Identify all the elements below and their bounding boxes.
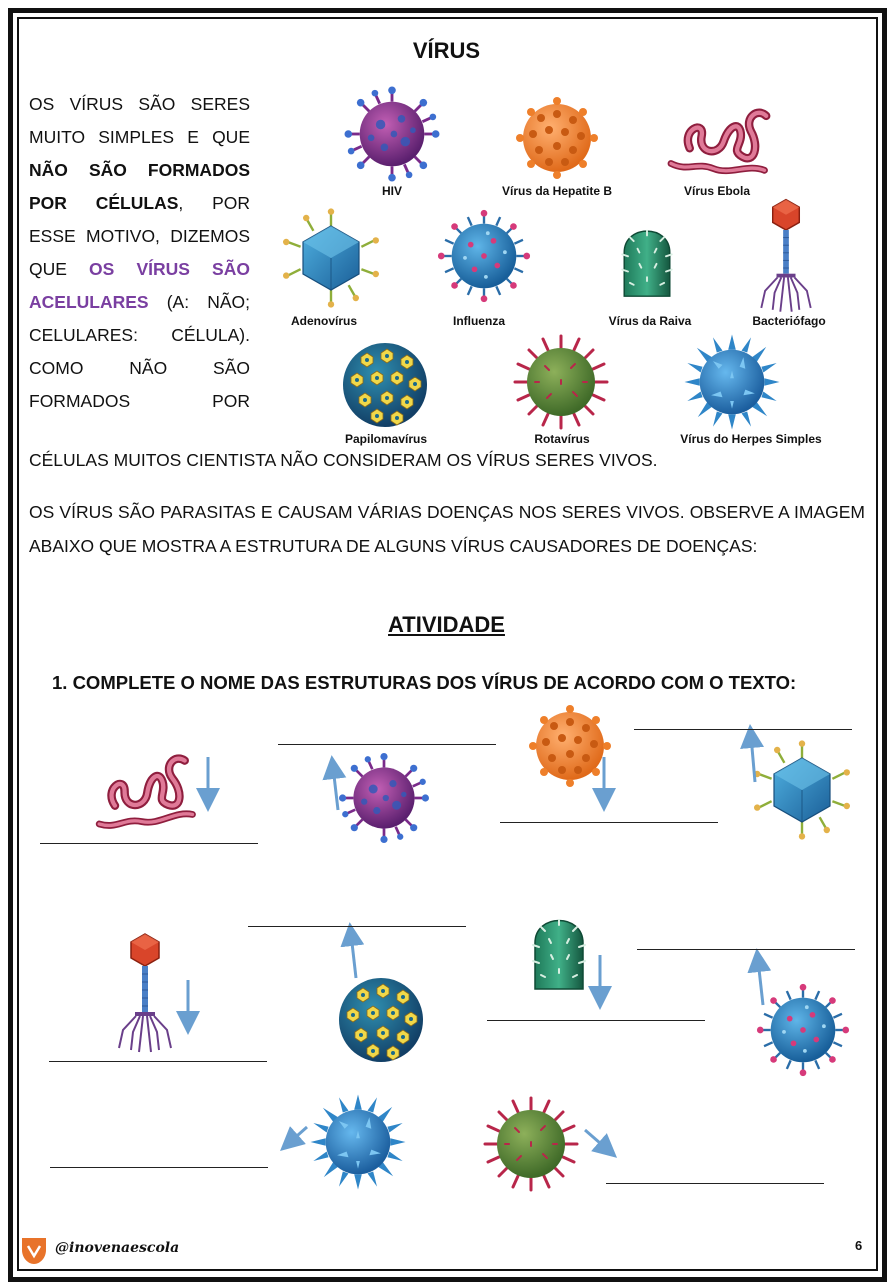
- answer-line-8[interactable]: [637, 949, 855, 950]
- answer-line-9[interactable]: [50, 1167, 268, 1168]
- herpes-image: [685, 335, 780, 430]
- caption-herpes: Vírus do Herpes Simples: [680, 432, 822, 446]
- footer-handle: @inovenaescola: [55, 1240, 180, 1256]
- activity-rabies-image: [533, 920, 585, 989]
- rabies-image: [622, 231, 671, 297]
- activity-papillomavirus-image: [339, 978, 423, 1062]
- bacteriophage-image: [761, 200, 810, 312]
- answer-line-1[interactable]: [40, 843, 258, 844]
- caption-rotavirus: Rotavírus: [534, 432, 590, 446]
- second-paragraph: OS VÍRUS SÃO PARASITAS E CAUSAM VÁRIAS DOENÇAS NOS SERES VIVOS. OBSERVE A IMAGEM ABAIXO QUE MOSTRA A ESTRUTURA DE ALGUNS VÍRUS CAUSADORES DE DOENÇAS:: [29, 502, 865, 556]
- caption-adenovirus: Adenovírus: [290, 314, 357, 328]
- caption-hiv: HIV: [381, 184, 402, 198]
- activity-bacteriophage-image: [119, 934, 171, 1052]
- caption-papillomavirus: Papilomavírus: [344, 432, 428, 446]
- answer-line-7[interactable]: [487, 1020, 705, 1021]
- rotavirus-image: [515, 336, 607, 428]
- hepatitis-b-image: [516, 97, 598, 179]
- answer-line-3[interactable]: [500, 822, 718, 823]
- ebola-image: [671, 113, 766, 171]
- influenza-image: [438, 210, 530, 302]
- intro-paragraph-end: CÉLULAS MUITOS CIENTISTA NÃO CONSIDERAM OS VÍRUS SERES VIVOS.: [29, 450, 658, 470]
- caption-bacteriophage: Bacteriófago: [752, 314, 826, 328]
- activity-herpes-image: [311, 1095, 406, 1190]
- answer-line-5[interactable]: [49, 1061, 267, 1062]
- activity-hepatitis-b-image: [529, 705, 611, 787]
- activity-influenza-image: [757, 984, 849, 1076]
- answer-line-6[interactable]: [248, 926, 466, 927]
- caption-rabies: Vírus da Raiva: [608, 314, 692, 328]
- arrow-9: [289, 1127, 307, 1143]
- question-1: 1. COMPLETE O NOME DAS ESTRUTURAS DOS VÍRUS DE ACORDO COM O TEXTO:: [52, 672, 797, 693]
- adenovirus-image: [283, 208, 379, 307]
- arrow-8: [758, 960, 763, 1005]
- answer-line-2[interactable]: [278, 744, 496, 745]
- intro-text-1: OS VÍRUS SÃO SERES MUITO SIMPLES E QUE: [29, 94, 250, 147]
- answer-line-4[interactable]: [634, 729, 852, 730]
- activity-title: ATIVIDADE: [388, 612, 505, 637]
- caption-hepatitis-b: Vírus da Hepatite B: [501, 184, 613, 198]
- papillomavirus-image: [343, 343, 427, 427]
- footer-logo: [22, 1238, 46, 1264]
- page-title: VÍRUS: [412, 38, 481, 63]
- page-number: 6: [855, 1238, 863, 1253]
- arrow-4: [751, 736, 755, 782]
- caption-ebola: Vírus Ebola: [683, 184, 751, 198]
- intro-text-2: , POR ESSE MOTIVO, DIZEMOS QUE: [29, 193, 250, 279]
- activity-hiv-image: [339, 753, 429, 843]
- activity-adenovirus-image: [754, 740, 850, 839]
- arrow-6: [351, 934, 356, 978]
- intro-bold-text: NÃO SÃO FORMADOS POR CÉLULAS: [29, 160, 250, 213]
- intro-text-3: (A: NÃO; CELULARES: CÉLULA). COMO NÃO SÃO FORMADOS POR: [29, 292, 250, 411]
- answer-line-10[interactable]: [606, 1183, 824, 1184]
- arrow-10: [585, 1130, 608, 1150]
- activity-ebola-image: [90, 757, 194, 831]
- arrow-2: [333, 767, 338, 810]
- activity-rotavirus-image: [485, 1098, 577, 1190]
- hiv-image: [345, 87, 440, 182]
- caption-influenza: Influenza: [452, 314, 505, 328]
- intro-highlight-text: OS VÍRUS SÃO ACELULARES: [29, 259, 250, 312]
